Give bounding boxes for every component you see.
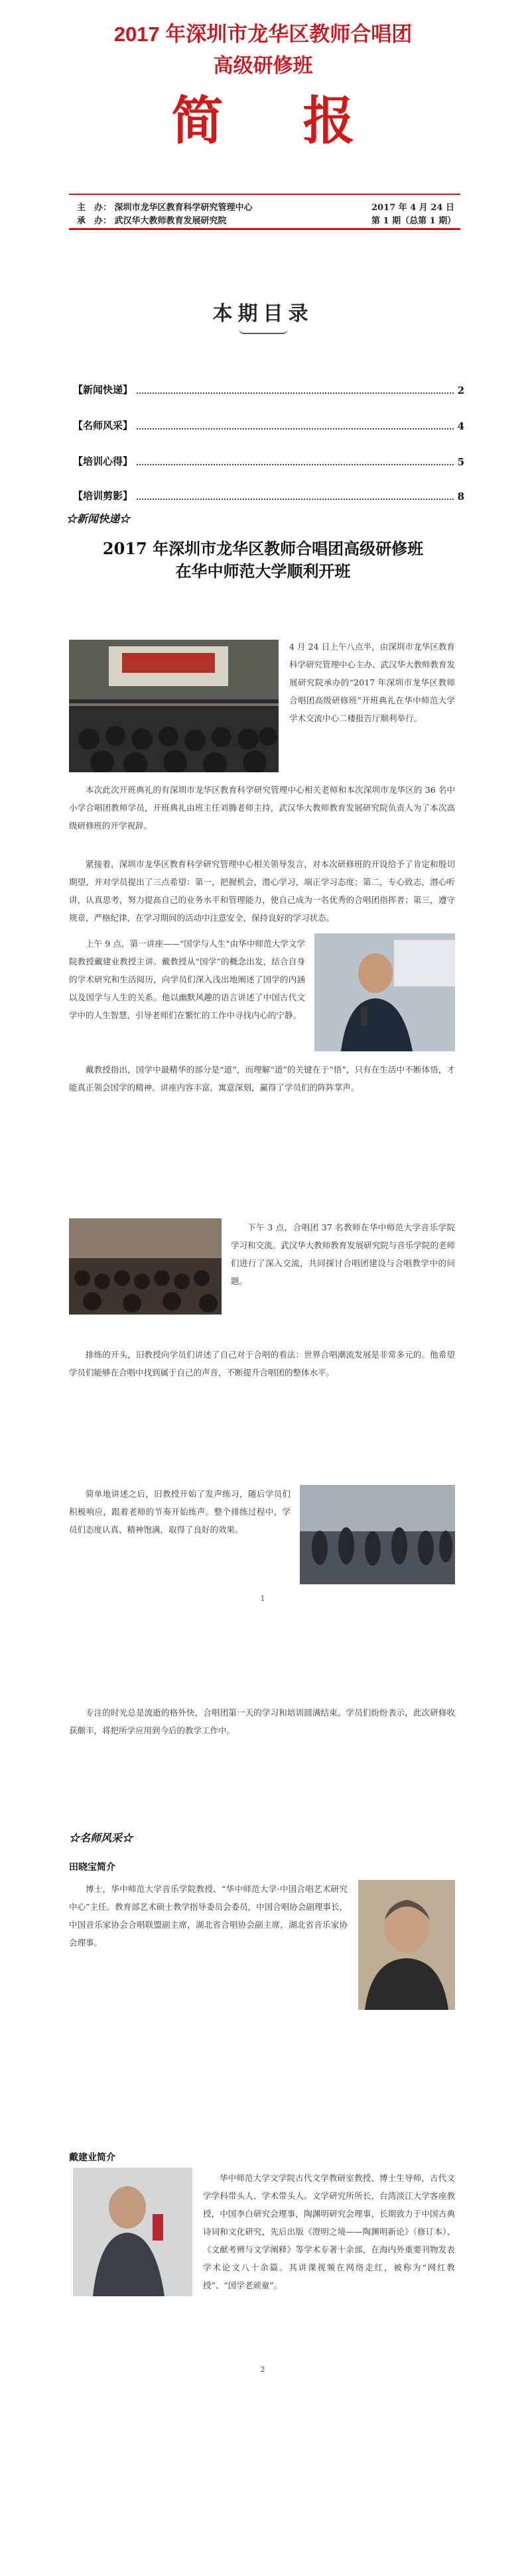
news-paragraph-4: 上午 9 点，第一讲座——“国学与人生”由华中师范大学文学院教授戴建业教授主讲。戴教授从“国学”的概念出发，结合自身的学术研究和生活阅历，向学员们深入浅出地阐述了国学的内涵以及国学与人生的关系。他以幽默风趣的语言讲述了中国古代文学中的人生智慧，引导老师们在繁忙的工作中寻找内心的宁静。 bbox=[69, 939, 305, 1020]
news-paragraph-2: 本次此次开班典礼的有深圳市龙华区教育科学研究管理中心相关老师和本次深圳市龙华区的 36 名中小学合唱团教师学员，开班典礼由班主任刘腾老师主持，武汉华大教师教育发展研究院负责人为了本次高级研修班的开学祝辞。 bbox=[69, 785, 455, 831]
toc-item[interactable] bbox=[73, 453, 464, 468]
page-number: 1 bbox=[260, 1594, 265, 1603]
toc-leader bbox=[137, 498, 454, 500]
rehearsal-photo bbox=[69, 1218, 222, 1315]
organizer-label: 承 办： bbox=[77, 216, 112, 226]
news-paragraph-9: 专注的时光总是流逝的格外快，合唱团第一天的学习和培训圆满结束。学员们纷纷表示，此次研修收获颇丰，将把所学应用到今后的教学工作中。 bbox=[69, 1708, 455, 1735]
sponsor-value: 深圳市龙华区教育科学研究管理中心 bbox=[114, 203, 253, 213]
news-paragraph-6: 下午 3 点，合唱团 37 名教师在华中师范大学音乐学院学习和交流。武汉华大教师教育发展研究院与音乐学院的老师们进行了深入交流，共同探讨合唱团建设与合唱教学中的问题。 bbox=[231, 1222, 455, 1286]
section-heading-teachers: ☆名师风采☆ bbox=[69, 1832, 133, 1844]
toc-title-flourish bbox=[239, 329, 288, 334]
toc-item-label: 【培训心得】 bbox=[73, 455, 133, 467]
teacher-1-portrait-image bbox=[358, 1880, 455, 2010]
toc-leader bbox=[137, 392, 454, 394]
toc-item-page: 8 bbox=[457, 491, 464, 502]
toc-item-label: 【新闻快递】 bbox=[73, 384, 133, 396]
ceremony-photo-image bbox=[69, 640, 279, 772]
sponsor-line bbox=[77, 200, 253, 213]
news-paragraph-8: 简单地讲述之后，旧教授开始了发声练习，随后学员们积极响应，跟着老师的节奏开始练声。整个排练过程中，学员们态度认真、精神饱满，取得了良好的效果。 bbox=[69, 1489, 291, 1535]
header-divider bbox=[69, 194, 460, 195]
toc-title: 本期目录 bbox=[212, 302, 314, 325]
lecture-photo-image bbox=[314, 933, 455, 1051]
page-number: 2 bbox=[260, 2365, 265, 2374]
toc-item-label: 【培训剪影】 bbox=[73, 490, 133, 502]
meta-divider bbox=[69, 228, 460, 230]
toc-item[interactable] bbox=[73, 382, 464, 396]
news-paragraph-1: 4 月 24 日上午八点半，由深圳市龙华区教育科学研究管理中心主办、武汉华大教师教育发展研究院承办的“2017 年深圳市龙华区教师合唱团高级研修班”开班典礼在华中师范大学学术交流中心二楼报告厅顺利举行。 bbox=[289, 642, 456, 723]
teacher-1-bio: 博士，华中师范大学音乐学院教授、“华中师范大学·中国合唱艺术研究中心”主任。教育部艺术硕士教学指导委员会委员，中国合唱协会副理事长，中国音乐家协会合唱联盟副主席，湖北省合唱协会副主席，湖北省音乐家协会理事。 bbox=[69, 1884, 348, 1948]
brief-heading: 简报 bbox=[171, 91, 434, 151]
toc-leader bbox=[137, 428, 454, 430]
teacher-2-portrait bbox=[73, 2168, 192, 2296]
teacher-1-portrait bbox=[358, 1880, 455, 2010]
teacher-1-name: 田晓宝简介 bbox=[69, 1862, 115, 1873]
teacher-2-name: 戴建业简介 bbox=[69, 2152, 115, 2163]
news-paragraph-7: 排练的开头，旧教授向学员们讲述了自己对于合唱的看法：世界合唱潮流发展是非常多元的。他希望学员们能够在合唱中找到属于自己的声音，不断提升合唱团的整体水平。 bbox=[69, 1350, 455, 1377]
practice-photo-image bbox=[300, 1485, 455, 1584]
toc-item-page: 4 bbox=[457, 420, 464, 432]
issue-date: 2017 年 4 月 24 日 bbox=[371, 203, 454, 213]
rehearsal-photo-image bbox=[69, 1218, 222, 1315]
news-paragraph-3: 紧接着，深圳市龙华区教育科学研究管理中心相关领导发言，对本次研修班的开设给予了肯定和殷切期望，并对学员提出了三点希望：第一，把握机会，潜心学习，端正学习态度；第二，专心致志，潜心听讲，认真思考，努力提高自己的业务水平和管理能力，使自己成为一名优秀的合唱团指挥者；第三，遵守规章，严格纪律，在学习期间的活动中注意安全，保持良好的学习状态。 bbox=[69, 859, 455, 923]
issue-number: 第 1 期（总第 1 期） bbox=[371, 216, 456, 226]
sponsor-label: 主 办： bbox=[77, 203, 112, 213]
toc-item[interactable] bbox=[73, 488, 464, 502]
ceremony-photo bbox=[69, 640, 279, 772]
toc-item-page: 5 bbox=[457, 456, 464, 468]
organizer-value: 武汉华大教师教育发展研究院 bbox=[114, 216, 227, 226]
news-paragraph-5: 戴教授指出，国学中最精华的部分是“道”，而理解“道”的关键在于“悟”，只有在生活中不断体悟，才能真正领会国学的精神。讲座内容丰富，寓意深刻，赢得了学员们的阵阵掌声。 bbox=[69, 1065, 455, 1092]
teacher-2-bio: 华中师范大学文学院古代文学教研室教授、博士生导师，古代文学学科带头人、学术带头人。文学研究所所长，台湾淡江大学客座教授，中国李白研究会理事，陶渊明研究会理事，长期致力于中国古典诗词和文化研究，先后出版《澄明之境——陶渊明新论》（修订本）、《文献考辨与文学阐释》等学术专著十余部，在海内外重要刊物发表学术论文八十余篇。其讲课视频在网络走红，被称为“网红教授”、“国学老顽童”。 bbox=[203, 2173, 455, 2290]
article-title-line-2: 在华中师范大学顺利开班 bbox=[175, 561, 351, 581]
lecture-photo bbox=[314, 933, 455, 1051]
teacher-2-portrait-image bbox=[73, 2168, 192, 2296]
toc-item-label: 【名师风采】 bbox=[73, 420, 133, 432]
title-line-1: 2017 年深圳市龙华区教师合唱团 bbox=[113, 23, 413, 46]
toc-item[interactable] bbox=[73, 418, 464, 432]
section-heading-news: ☆新闻快递☆ bbox=[66, 512, 131, 525]
article-title-line-1: 2017 年深圳市龙华区教师合唱团高级研修班 bbox=[102, 539, 424, 558]
organizer-line bbox=[77, 213, 227, 226]
practice-photo bbox=[300, 1485, 455, 1584]
toc-leader bbox=[137, 464, 454, 465]
title-line-2: 高级研修班 bbox=[213, 55, 313, 77]
toc-item-page: 2 bbox=[457, 384, 464, 396]
